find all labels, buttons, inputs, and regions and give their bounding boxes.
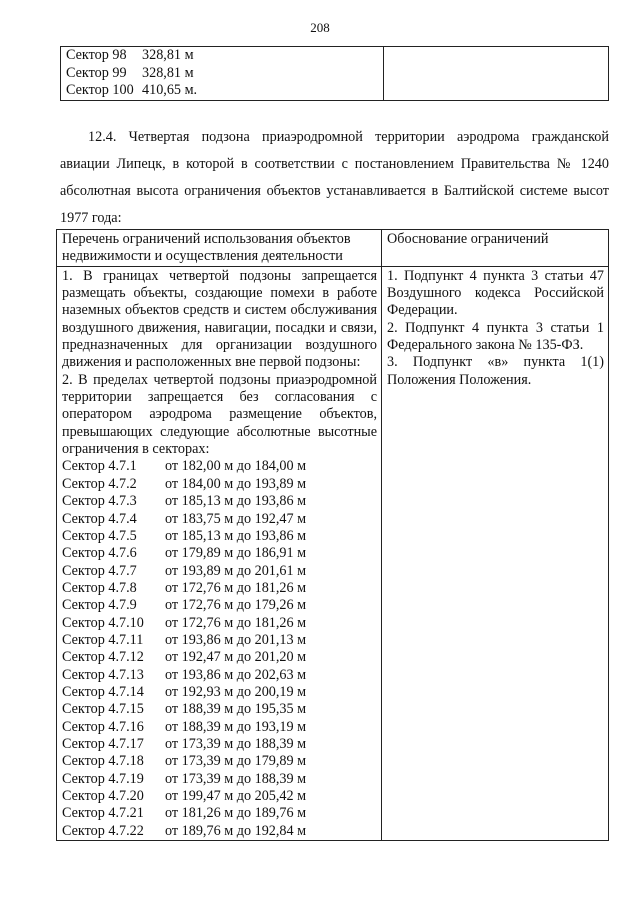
sector-row — [62, 701, 377, 718]
sector-row — [62, 632, 377, 649]
sector-row — [62, 580, 377, 597]
sector-name: Сектор 4.7.19 — [62, 770, 144, 787]
sector-row — [62, 563, 377, 580]
sector-row — [62, 476, 377, 493]
restrictions-table — [56, 229, 609, 841]
paragraph-text: 12.4. Четвертая подзона приаэродромной территории аэродрома гражданской авиации Липецк, в которой в соответствии с постановлением Правительства № 1240 абсолютная высота ограничения объектов устанавливается в Балтийской системе высот 1977 года: — [60, 129, 609, 226]
sector-name: Сектор 4.7.1 — [62, 458, 137, 475]
sector-name: Сектор 4.7.9 — [62, 597, 137, 614]
continued-sector-table — [60, 46, 609, 101]
sector-range: от 188,39 м до 193,19 м — [165, 718, 307, 735]
sector-restrictions-list — [62, 458, 377, 840]
sector-name: Сектор 4.7.14 — [62, 683, 144, 700]
sector-row — [62, 649, 377, 666]
sector-name: Сектор 4.7.13 — [62, 666, 144, 683]
sector-name: Сектор 4.7.11 — [62, 631, 144, 648]
sector-range: от 199,47 м до 205,42 м — [165, 788, 307, 804]
sector-row — [62, 736, 377, 753]
sector-row — [62, 788, 377, 805]
sector-row — [62, 615, 377, 632]
table-body-row — [57, 266, 609, 840]
sector-row — [66, 82, 383, 100]
sector-value: 328,81 м — [142, 47, 194, 63]
sector-row — [62, 753, 377, 770]
sector-range: от 173,39 м до 188,39 м — [165, 735, 307, 752]
sector-row — [62, 771, 377, 788]
sector-name: Сектор 4.7.17 — [62, 735, 144, 752]
page-number: 208 — [310, 20, 330, 35]
sector-range: от 179,89 м до 186,91 м — [165, 545, 307, 562]
sector-value: 410,65 м. — [142, 82, 198, 98]
sector-name: Сектор 4.7.5 — [62, 527, 137, 544]
sector-list-cell — [61, 47, 384, 101]
sector-range: от 173,39 м до 179,89 м — [165, 753, 307, 770]
sector-range: от 185,13 м до 193,86 м — [165, 493, 307, 510]
table-header-row — [57, 230, 609, 267]
sector-range: от 182,00 м до 184,00 м — [165, 458, 307, 475]
sector-row — [62, 597, 377, 614]
sector-name: Сектор 4.7.2 — [62, 475, 137, 492]
sector-range: от 185,13 м до 193,86 м — [165, 527, 307, 544]
sector-name: Сектор 4.7.18 — [62, 753, 144, 770]
justification-item-3: 3. Подпункт «в» пункта 1(1) Положения Положения. — [387, 354, 604, 388]
sector-name: Сектор 4.7.22 — [62, 822, 144, 839]
sector-range: от 192,93 м до 200,19 м — [165, 683, 307, 700]
restriction-item-2: 2. В пределах четвертой подзоны приаэродромной территории запрещается без согласования с оператором аэродрома размещение объектов, превышающих следующие абсолютные высотные ограничения в секторах: — [62, 371, 377, 458]
justification-cell — [382, 266, 609, 840]
header-justification: Обоснование ограничений — [382, 230, 609, 267]
sector-name: Сектор 100 — [66, 82, 134, 98]
sector-row — [62, 545, 377, 562]
sector-name: Сектор 4.7.20 — [62, 788, 144, 804]
sector-name: Сектор 4.7.15 — [62, 701, 144, 718]
sector-name: Сектор 4.7.8 — [62, 579, 137, 596]
sector-row — [62, 511, 377, 528]
sector-range: от 172,76 м до 179,26 м — [165, 597, 307, 614]
sector-range: от 189,76 м до 192,84 м — [165, 822, 307, 839]
sector-row — [62, 719, 377, 736]
sector-row — [66, 47, 383, 65]
justification-item-2: 2. Подпункт 4 пункта 3 статьи 1 Федерального закона № 135-ФЗ. — [387, 319, 604, 354]
sector-name: Сектор 98 — [66, 47, 127, 63]
sector-row — [62, 458, 377, 475]
sector-range: от 181,26 м до 189,76 м — [165, 805, 307, 822]
restrictions-cell — [57, 266, 382, 840]
sector-row — [62, 528, 377, 545]
sector-name: Сектор 4.7.7 — [62, 562, 137, 579]
restriction-item-1: 1. В границах четвертой подзоны запрещается размещать объекты, создающие помехи в работе наземных объектов средств и систем обслуживания воздушного движения, навигации, посадки и связи, предназначенных для организации воздушного движения и расположенных вне первой подзоны: — [62, 267, 377, 371]
sector-range: от 172,76 м до 181,26 м — [165, 579, 307, 596]
empty-cell — [384, 47, 609, 101]
sector-range: от 193,89 м до 201,61 м — [165, 562, 307, 579]
section-paragraph — [60, 124, 609, 232]
sector-row — [62, 684, 377, 701]
sector-range: от 183,75 м до 192,47 м — [165, 510, 307, 527]
sector-range: от 193,86 м до 201,13 м — [165, 631, 307, 648]
sector-name: Сектор 4.7.3 — [62, 493, 137, 510]
sector-value: 328,81 м — [142, 64, 194, 81]
sector-range: от 172,76 м до 181,26 м — [165, 614, 307, 631]
sector-range: от 192,47 м до 201,20 м — [165, 649, 307, 666]
header-restrictions: Перечень ограничений использования объектов недвижимости и осуществления деятельности — [57, 230, 382, 267]
justification-item-1: 1. Подпункт 4 пункта 3 статьи 47 Воздушного кодекса Российской Федерации. — [387, 267, 604, 319]
sector-range: от 188,39 м до 195,35 м — [165, 701, 307, 718]
sector-name: Сектор 4.7.6 — [62, 545, 137, 562]
sector-row — [62, 823, 377, 840]
sector-name: Сектор 4.7.21 — [62, 805, 144, 822]
sector-name: Сектор 4.7.10 — [62, 614, 144, 631]
sector-row — [66, 65, 383, 83]
sector-name: Сектор 4.7.4 — [62, 510, 137, 527]
sector-range: от 173,39 м до 188,39 м — [165, 770, 307, 787]
sector-name: Сектор 99 — [66, 64, 127, 81]
sector-range: от 184,00 м до 193,89 м — [165, 475, 307, 492]
sector-row — [62, 493, 377, 510]
sector-range: от 193,86 м до 202,63 м — [165, 666, 307, 683]
sector-name: Сектор 4.7.16 — [62, 718, 144, 735]
sector-name: Сектор 4.7.12 — [62, 649, 144, 666]
sector-row — [62, 667, 377, 684]
sector-row — [62, 805, 377, 822]
